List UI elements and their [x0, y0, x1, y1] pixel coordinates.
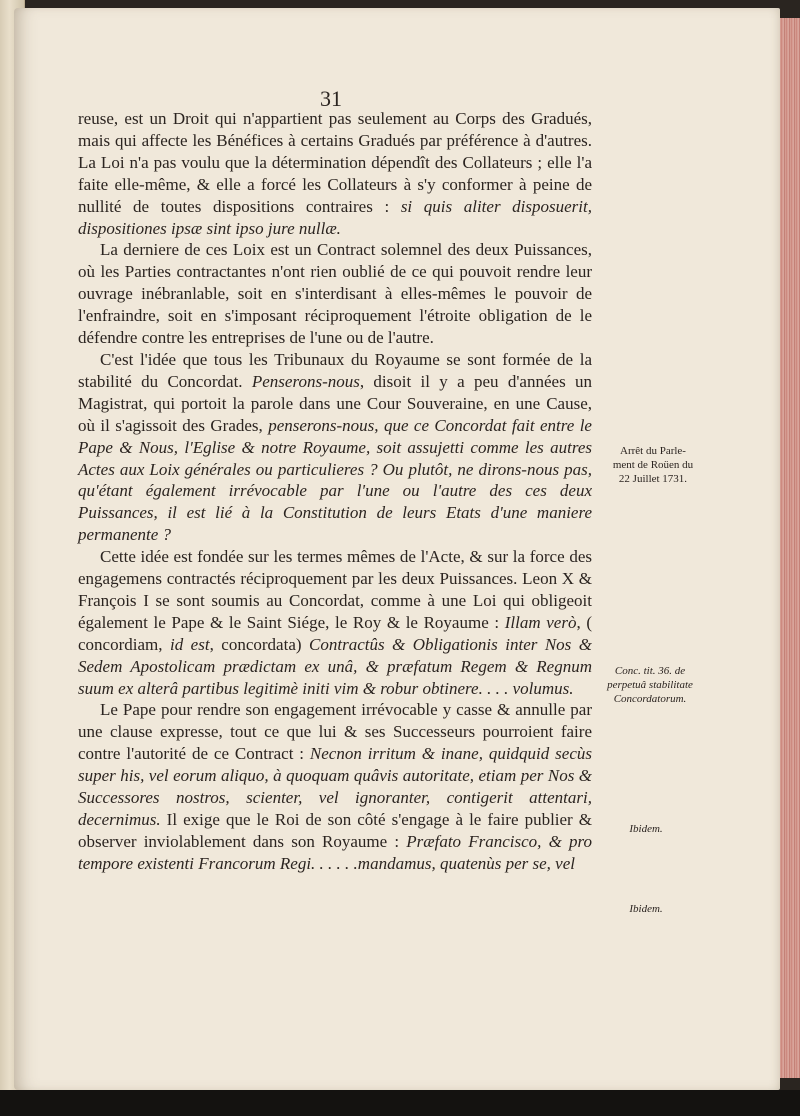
text-run: C'est l'idée que tous les Tribunaux du Royaume se sont formée de la stabilité du Concordat.: [78, 349, 592, 391]
margin-note-line: Ibidem.: [629, 903, 663, 915]
latin-quote: id est: [169, 634, 210, 654]
text-run: La derniere de ces Loix est un Contract solemnel des deux Puissances, où les Parties contractantes n'ont rien oublié de ce qui pouvoit rendre leur ouvrage inébranlable, soit en s'interdisant à elles-mêmes le pouvoir de l'enfraindre, soit en s'imposant réciproquement l'étroite obligation de le défendre contre les entreprises de l'une ou de l'autre.: [78, 240, 592, 348]
paragraph: [78, 699, 592, 874]
margin-note-line: Concordatorum.: [613, 693, 687, 705]
margin-note-line: ment de Roüen du: [612, 459, 694, 471]
paragraph: [78, 108, 592, 239]
latin-quote: Penserons-nous: [251, 371, 360, 391]
margin-note-line: Arrêt du Parle-: [620, 445, 686, 457]
latin-quote: Præfato Francisco, & pro tempore existenti Francorum Regi. . . . . .mandamus, quatenùs per se, vel: [78, 831, 592, 873]
latin-quote: si quis aliter disposuerit, dispositiones ipsæ sint ipso jure nullæ.: [78, 196, 592, 238]
page-fore-edge: [780, 18, 800, 1078]
text-run: Cette idée est fondée sur les termes mêmes de l'Acte, & sur la force des engagemens contractés réciproquement par les deux Puissances. Leon X & François I se sont soumis au Concordat, comme à une Loi qui obligeoit également le Pape & le Saint Siége, le Roy & le Royaume :: [78, 547, 592, 632]
paragraph: [78, 349, 592, 546]
margin-note-line: Ibidem.: [629, 823, 663, 835]
paragraph: [78, 239, 592, 349]
margin-note-line: 22 Juillet 1731.: [618, 473, 688, 485]
margin-note: [598, 444, 708, 486]
margin-note-line: Conc. tit. 36. de: [614, 665, 686, 677]
body-text: [78, 108, 592, 875]
margin-note-line: perpetuâ stabilitate: [607, 679, 693, 691]
text-run: reuse, est un Droit qui n'appartient pas seulement au Corps des Gradués, mais qui affecte les Bénéfices à certains Gradués par préférence à d'autres. La Loi n'a pas voulu que la détermination dépendît des Collateurs ; elle l'a faite elle-même, & elle a forcé les Collateurs à s'y conformer à peine de nullité de toutes dispositions contraires :: [78, 109, 592, 216]
latin-quote: Necnon irritum & inane, quidquid secùs super his, vel eorum aliquo, à quoquam quâvis autoritate, etiam per Nos & Successores nostros, scienter, vel ignoranter, contigerit attentari, decernimus.: [78, 744, 592, 829]
text-run: Le Pape pour rendre son engagement irrévocable y casse & annulle par une clause expresse, tout ce que lui & ses Successeurs pourroient faire contre l'autorité de ce Contract :: [78, 700, 592, 764]
latin-quote: penserons-nous, que ce Concordat fait entre le Pape & Nous, l'Eglise & notre Royaume, soit assujetti comme les autres Actes aux Loix générales ou particulieres ? Ou plutôt, ne dirons-nous pas, qu'étant également irrévocable par l'une ou l'autre des ces deux Puissances, il est lié à la Constitution de leurs Etats d'une maniere permanente ?: [78, 415, 592, 545]
text-run: , concordata): [209, 634, 310, 654]
text-run: , ( concordiam,: [78, 612, 592, 654]
scan-background: [0, 1090, 800, 1116]
text-run: Il exige que le Roi de son côté s'engage à le faire publier & observer inviolablement dans son Royaume :: [78, 810, 592, 851]
page-number: 31: [320, 86, 342, 111]
latin-quote: Contractûs & Obligationis inter Nos & Sedem Apostolicam prædictam ex unâ, & præfatum Regem & Regnum suum ex alterâ partibus legitimè initi vim & robur obtinere. . . . volumus.: [78, 634, 592, 698]
latin-quote: Illam verò: [504, 612, 577, 632]
paragraph: [78, 546, 592, 699]
margin-note: [596, 664, 704, 706]
margin-note: [616, 902, 676, 916]
margin-note: [616, 822, 676, 836]
text-run: , disoit il y a peu d'années un Magistrat, qui portoit la parole dans une Cour Souveraine, en une Cause, où il s'agissoit des Grades,: [78, 371, 593, 435]
